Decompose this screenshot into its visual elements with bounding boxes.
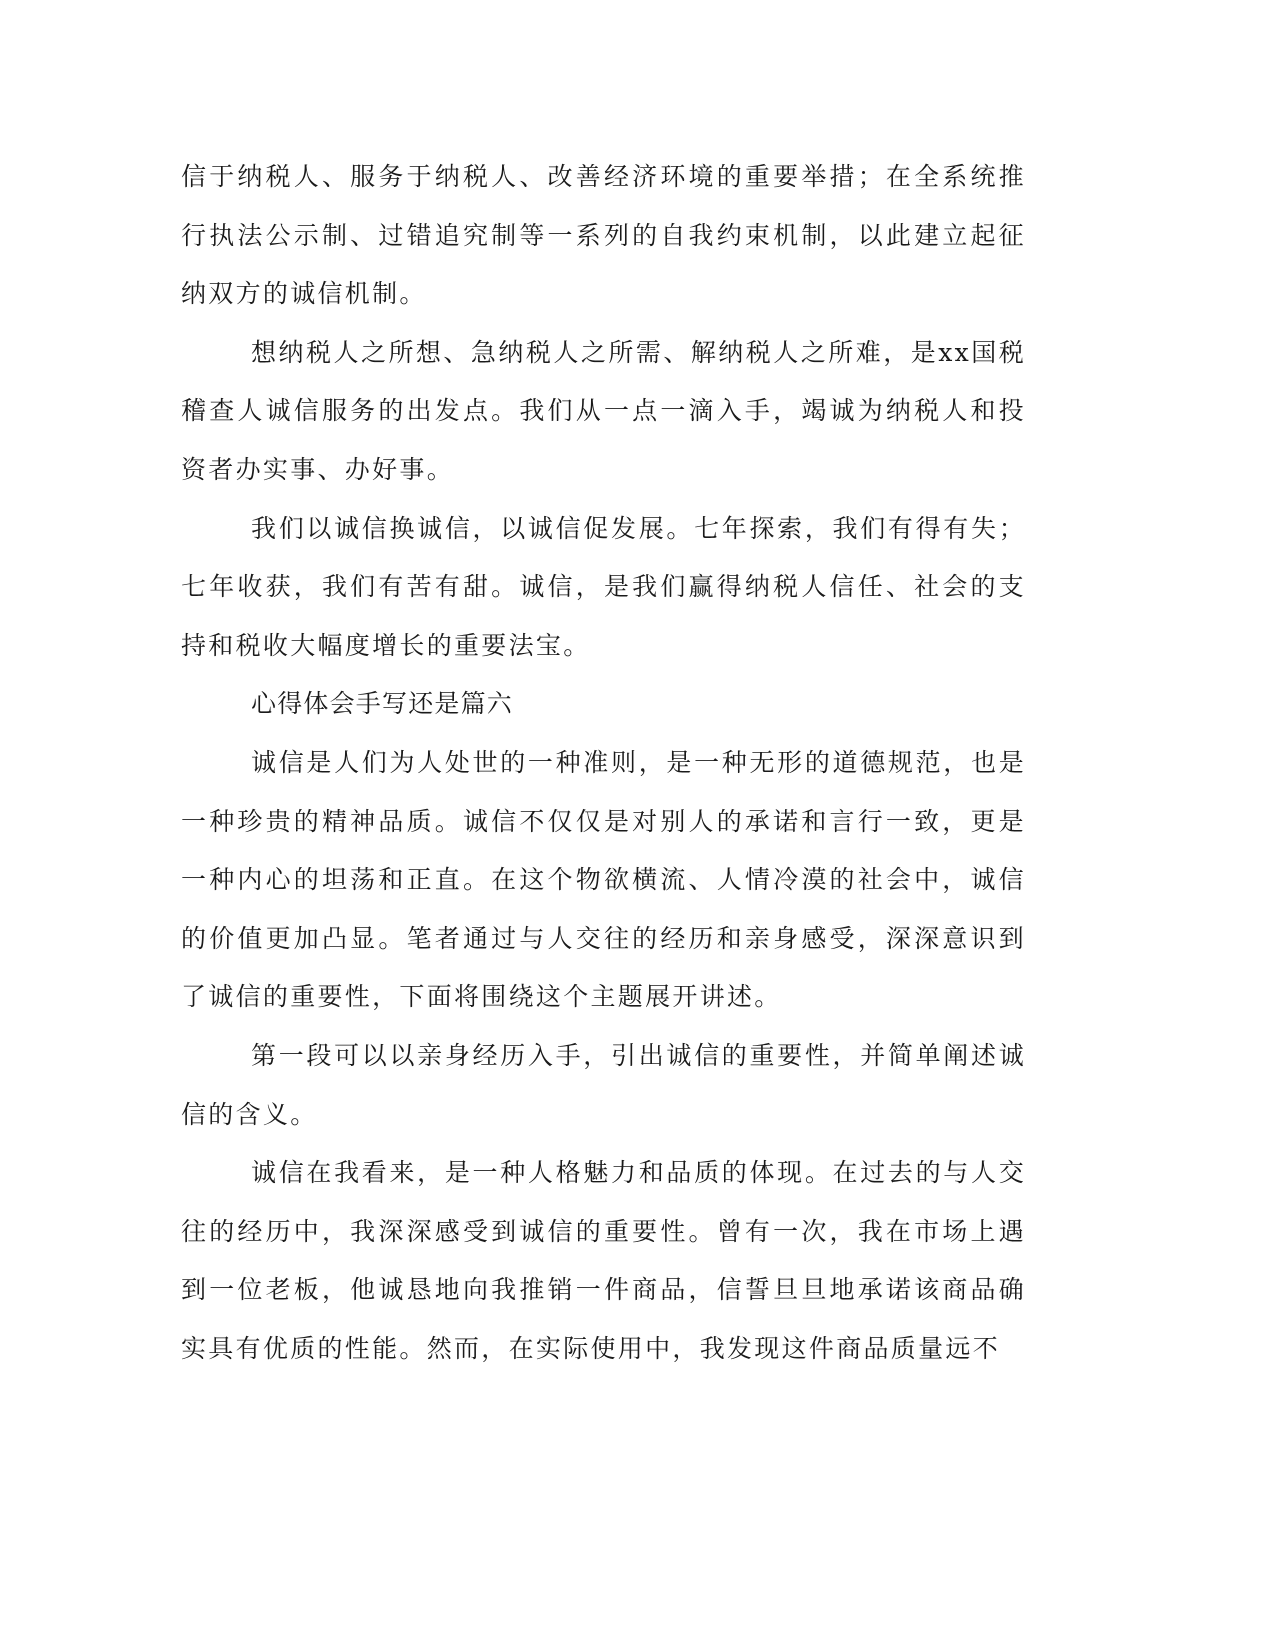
paragraph: 第一段可以以亲身经历入手，引出诚信的重要性，并简单阐述诚信的含义。 (181, 1040, 1026, 1129)
document-body (181, 148, 1026, 1378)
paragraph: 诚信在我看来，是一种人格魅力和品质的体现。在过去的与人交往的经历中，我深深感受到诚信的重要性。曾有一次，我在市场上遇到一位老板，他诚恳地向我推销一件商品，信誓旦旦地承诺该商品确实具有优质的性能。然而，在实际使用中，我发现这件商品质量远不 (181, 1158, 1026, 1363)
paragraph: 我们以诚信换诚信，以诚信促发展。七年探索，我们有得有失；七年收获，我们有苦有甜。诚信，是我们赢得纳税人信任、社会的支持和税收大幅度增长的重要法宝。 (181, 513, 1026, 660)
paragraph-continued: 信于纳税人、服务于纳税人、改善经济环境的重要举措；在全系统推行执法公示制、过错追究制等一系列的自我约束机制，以此建立起征纳双方的诚信机制。 (181, 162, 1026, 309)
paragraph: 诚信是人们为人处世的一种准则，是一种无形的道德规范，也是一种珍贵的精神品质。诚信不仅仅是对别人的承诺和言行一致，更是一种内心的坦荡和正直。在这个物欲横流、人情冷漠的社会中，诚信的价值更加凸显。笔者通过与人交往的经历和亲身感受，深深意识到了诚信的重要性，下面将围绕这个主题展开讲述。 (181, 747, 1026, 1012)
section-heading: 心得体会手写还是篇六 (251, 689, 514, 719)
paragraph: 想纳税人之所想、急纳税人之所需、解纳税人之所难，是xx国税稽查人诚信服务的出发点。我们从一点一滴入手，竭诚为纳税人和投资者办实事、办好事。 (181, 337, 1026, 484)
